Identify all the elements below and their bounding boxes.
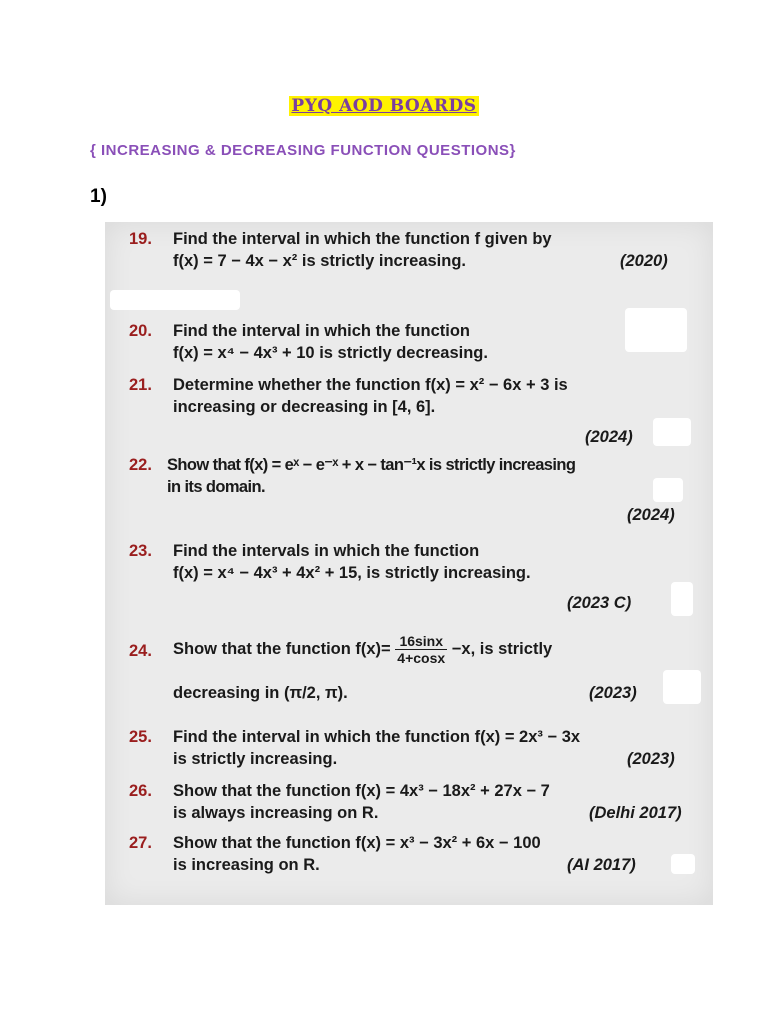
question-line2: in its domain.	[167, 478, 265, 496]
question-num: 20.	[129, 322, 152, 340]
question-num: 19.	[129, 230, 152, 248]
question-year: (2023)	[589, 684, 637, 702]
question-line2: f(x) = 7 − 4x − x² is strictly increasing.	[173, 252, 467, 270]
question-line1: Find the interval in which the function	[173, 322, 470, 340]
question-year: (2024)	[627, 506, 675, 524]
redaction-patch	[671, 854, 695, 874]
page-subtitle: { INCREASING & DECREASING FUNCTION QUESTIONS}	[90, 142, 516, 159]
question-line2: is always increasing on R.	[173, 804, 379, 822]
question-line1: Show that f(x) = eˣ − e⁻ˣ + x − tan⁻¹x is strictly increasing	[167, 456, 576, 474]
textbook-photo	[105, 222, 713, 905]
page-title-container	[0, 96, 768, 116]
redaction-patch	[110, 290, 240, 310]
question-number: 1)	[90, 186, 107, 207]
redaction-patch	[625, 308, 687, 352]
question-year: (AI 2017)	[567, 856, 636, 874]
question-line1: Determine whether the function f(x) = x² − 6x + 3 is	[173, 376, 568, 394]
question-num: 27.	[129, 834, 152, 852]
question-num: 21.	[129, 376, 152, 394]
question-line1: Find the intervals in which the function	[173, 542, 480, 560]
redaction-patch	[653, 418, 691, 446]
fraction: $\frac{16\sin x}{4+\cos x}$	[397, 633, 446, 667]
question-year: (2024)	[585, 428, 633, 446]
question-line1: Show that the function f(x) = 4x³ − 18x² + 27x − 7	[173, 782, 550, 800]
redaction-patch	[653, 478, 683, 502]
question-year: (2023 C)	[567, 594, 632, 612]
question-line1: Show that the function f(x) = x³ − 3x² + 6x − 100	[173, 834, 541, 852]
question-year: (2020)	[620, 252, 668, 270]
question-line2: is increasing on R.	[173, 856, 320, 874]
question-num: 23.	[129, 542, 152, 560]
question-num: 24.	[129, 642, 152, 660]
question-year: (Delhi 2017)	[589, 804, 682, 822]
question-line2: is strictly increasing.	[173, 750, 338, 768]
question-line2: f(x) = x⁴ − 4x³ + 4x² + 15, is strictly increasing.	[173, 564, 531, 582]
question-line1: Show that the function f(x)= $\frac{16\sin x}{4+\cos x}$ −x, is strictly	[173, 633, 553, 667]
question-line1: Find the interval in which the function f(x) = 2x³ − 3x	[173, 728, 581, 746]
redaction-patch	[663, 670, 701, 704]
redaction-patch	[671, 582, 693, 616]
page-title: PYQ AOD BOARDS	[291, 96, 477, 116]
question-num: 22.	[129, 456, 152, 474]
question-line1: Find the interval in which the function f given by	[173, 230, 552, 248]
question-year: (2023)	[627, 750, 675, 768]
question-line2: increasing or decreasing in [4, 6].	[173, 398, 436, 416]
question-line2: decreasing in (π/2, π).	[173, 684, 348, 702]
question-num: 26.	[129, 782, 152, 800]
question-num: 25.	[129, 728, 152, 746]
question-line2: f(x) = x⁴ − 4x³ + 10 is strictly decreasing.	[173, 344, 488, 362]
